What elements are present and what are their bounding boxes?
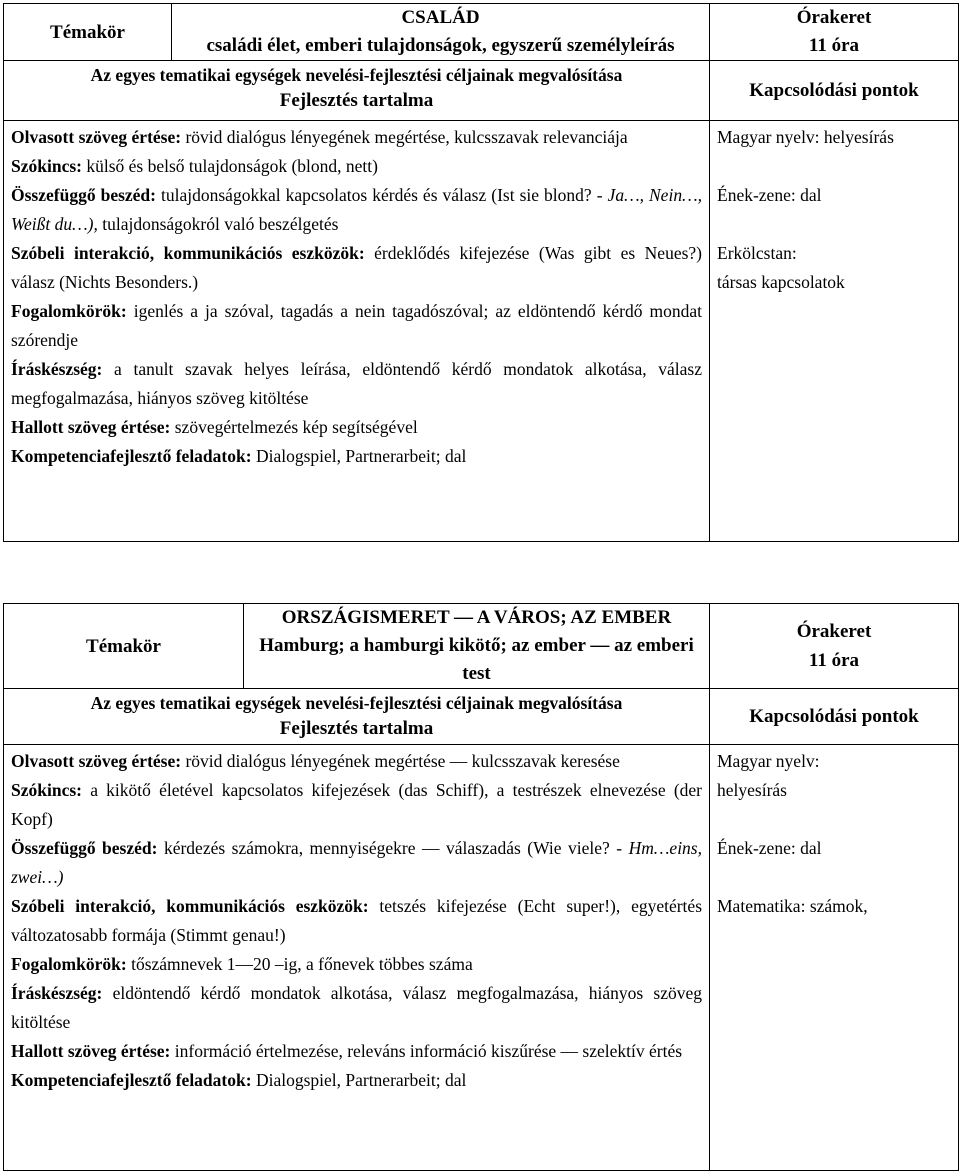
goals-label: Az egyes tematikai egységek nevelési-fejlesztési céljainak megvalósítása	[90, 65, 623, 85]
orakeret-label: Órakeret	[796, 621, 872, 642]
topic-title: ORSZÁGISMERET — A VÁROS; AZ EMBER	[281, 607, 672, 628]
topic-title: CSALÁD	[401, 7, 480, 28]
connection-item: Ének-zene: dal	[717, 185, 822, 205]
list-item: Fogalomkörök: tőszámnevek 1—20 –ig, a főnevek többes száma	[11, 954, 473, 974]
fejlesztes-label: Fejlesztés tartalma	[279, 718, 434, 739]
temakor-label: Témakör	[4, 604, 244, 689]
list-item: Szókincs: külső és belső tulajdonságok (blond, nett)	[11, 156, 378, 176]
list-item: Kompetenciafejlesztő feladatok: Dialogspiel, Partnerarbeit; dal	[11, 446, 467, 466]
connections-cell	[710, 745, 959, 1171]
topic-subtitle: családi élet, emberi tulajdonságok, egyszerű személyleírás	[206, 35, 675, 56]
connection-item: Magyar nyelv: helyesírás	[717, 127, 894, 147]
list-item: Szóbeli interakció, kommunikációs eszközök: érdeklődés kifejezése (Was gibt es Neues?) válasz (Nichts Besonders.)	[11, 243, 702, 292]
content-cell	[4, 745, 710, 1171]
list-item: Fogalomkörök: igenlés a ja szóval, tagadás a nein tagadószóval; az eldöntendő kérdő mondat szórendje	[11, 301, 702, 350]
connection-item: társas kapcsolatok	[717, 272, 845, 292]
orakeret-label: Órakeret	[796, 7, 872, 28]
list-item: Szókincs: a kikötő életével kapcsolatos kifejezések (das Schiff), a testrészek elnevezése (der Kopf)	[11, 780, 702, 829]
content-cell	[4, 121, 710, 542]
connections-cell	[710, 121, 959, 542]
list-item: Íráskészség: a tanult szavak helyes leírása, eldöntendő kérdő mondatok alkotása, válasz megfogalmazása, hiányos szöveg kitöltése	[11, 359, 702, 408]
fejlesztes-label: Fejlesztés tartalma	[279, 90, 434, 111]
list-item: Hallott szöveg értése: információ értelmezése, releváns információ kiszűrése — szelektív értés	[11, 1041, 683, 1061]
orakeret-cell	[710, 604, 959, 689]
topic-table-orszagismeret	[3, 603, 959, 1171]
goals-cell	[4, 61, 710, 121]
topic-title-cell	[172, 4, 710, 61]
connection-item: Magyar nyelv:	[717, 751, 820, 771]
list-item: Összefüggő beszéd: tulajdonságokkal kapcsolatos kérdés és válasz (Ist sie blond? - Ja…, Nein…, Weißt du…), tulajdonságokról való beszélgetés	[11, 185, 702, 234]
topic-table-csalad	[3, 3, 959, 542]
list-item: Íráskészség: eldöntendő kérdő mondatok alkotása, válasz megfogalmazása, hiányos szöveg kitöltése	[11, 983, 702, 1032]
orakeret-value: 11 óra	[808, 35, 860, 56]
list-item: Olvasott szöveg értése: rövid dialógus lényegének megértése — kulcsszavak keresése	[11, 751, 620, 771]
orakeret-value: 11 óra	[808, 650, 860, 671]
list-item: Olvasott szöveg értése: rövid dialógus lényegének megértése, kulcsszavak relevanciája	[11, 127, 628, 147]
kapcsolodasi-label: Kapcsolódási pontok	[710, 61, 959, 121]
topic-subtitle: Hamburg; a hamburgi kikötő; az ember — az emberi test	[259, 635, 694, 684]
orakeret-cell	[710, 4, 959, 61]
goals-cell	[4, 689, 710, 745]
list-item: Összefüggő beszéd: kérdezés számokra, mennyiségekre — válaszadás (Wie viele? - Hm…eins, zwei…)	[11, 838, 702, 887]
kapcsolodasi-label: Kapcsolódási pontok	[710, 689, 959, 745]
list-item: Kompetenciafejlesztő feladatok: Dialogspiel, Partnerarbeit; dal	[11, 1070, 467, 1090]
list-item: Hallott szöveg értése: szövegértelmezés kép segítségével	[11, 417, 418, 437]
connection-item: helyesírás	[717, 780, 787, 800]
list-item: Szóbeli interakció, kommunikációs eszközök: tetszés kifejezése (Echt super!), egyetértés változatosabb formája (Stimmt genau!)	[11, 896, 702, 945]
connection-item: Erkölcstan:	[717, 243, 797, 263]
goals-label: Az egyes tematikai egységek nevelési-fejlesztési céljainak megvalósítása	[90, 693, 623, 713]
connection-item: Matematika: számok,	[717, 896, 868, 916]
topic-title-cell	[244, 604, 710, 689]
connection-item: Ének-zene: dal	[717, 838, 822, 858]
temakor-label: Témakör	[4, 4, 172, 61]
